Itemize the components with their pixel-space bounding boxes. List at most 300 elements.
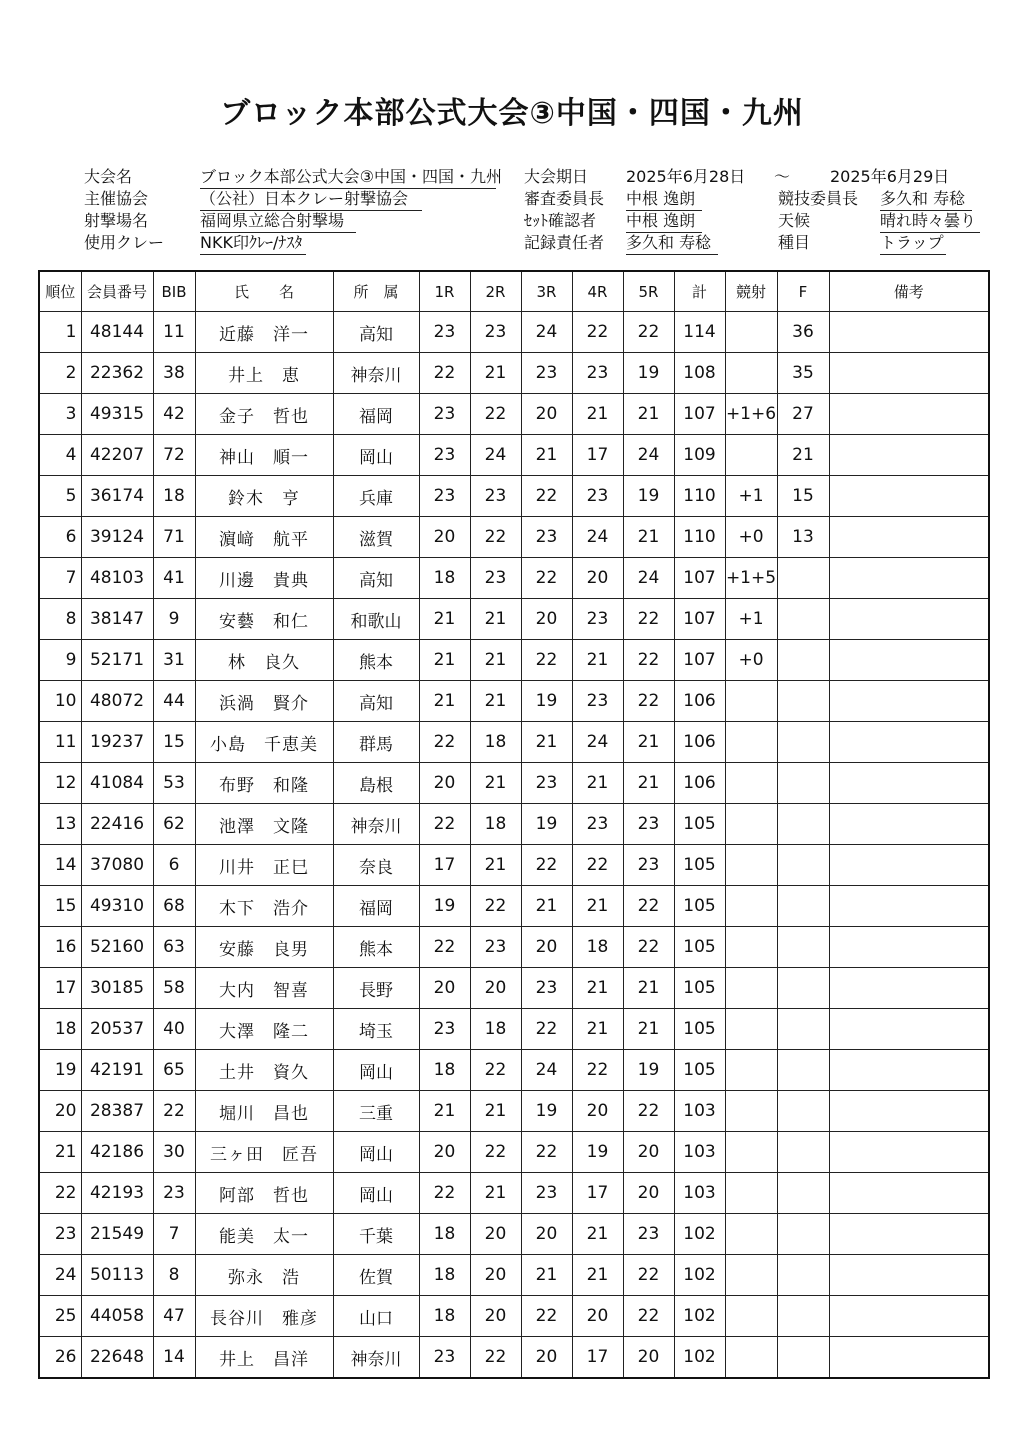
cell-r5: 20 (623, 1173, 674, 1214)
date-separator: ～ (774, 167, 791, 186)
col-header-member-no: 会員番号 (81, 271, 153, 312)
cell-affiliation: 千葉 (333, 1214, 419, 1255)
header-row (39, 271, 989, 312)
cell-name: 神山 順一 (195, 435, 333, 476)
table-row (39, 1173, 989, 1214)
cell-member-no: 21549 (81, 1214, 153, 1255)
cell-r3: 20 (521, 394, 572, 435)
set-label: ｾｯﾄ確認者 (524, 211, 597, 230)
cell-final (777, 1337, 829, 1379)
col-header-r3: 3R (521, 271, 572, 312)
comp-label: 競技委員長 (778, 189, 859, 208)
cell-remarks (829, 804, 989, 845)
cell-name: 井上 恵 (195, 353, 333, 394)
cell-member-no: 37080 (81, 845, 153, 886)
cell-final (777, 1050, 829, 1091)
cell-affiliation: 島根 (333, 763, 419, 804)
cell-bib: 47 (153, 1296, 195, 1337)
cell-shootoff: +0 (725, 640, 777, 681)
cell-r3: 22 (521, 845, 572, 886)
cell-r5: 23 (623, 845, 674, 886)
cell-remarks (829, 394, 989, 435)
cell-name: 阿部 哲也 (195, 1173, 333, 1214)
cell-r5: 24 (623, 435, 674, 476)
cell-total: 106 (674, 722, 725, 763)
table-row (39, 1009, 989, 1050)
cell-rank: 21 (39, 1132, 81, 1173)
cell-total: 105 (674, 968, 725, 1009)
cell-rank: 13 (39, 804, 81, 845)
cell-r3: 22 (521, 476, 572, 517)
cell-r1: 20 (419, 968, 470, 1009)
cell-bib: 6 (153, 845, 195, 886)
table-row (39, 845, 989, 886)
page-title: ブロック本部公式大会③中国・四国・九州 (220, 96, 804, 131)
cell-r2: 20 (470, 968, 521, 1009)
cell-affiliation: 滋賀 (333, 517, 419, 558)
cell-r1: 19 (419, 886, 470, 927)
cell-r1: 22 (419, 1173, 470, 1214)
cell-r5: 22 (623, 927, 674, 968)
cell-shootoff (725, 763, 777, 804)
cell-bib: 15 (153, 722, 195, 763)
cell-final (777, 1091, 829, 1132)
cell-affiliation: 岡山 (333, 435, 419, 476)
cell-r5: 22 (623, 312, 674, 353)
cell-member-no: 52160 (81, 927, 153, 968)
organizer-label: 主催協会 (84, 189, 149, 208)
cell-r1: 21 (419, 640, 470, 681)
cell-total: 103 (674, 1091, 725, 1132)
cell-r1: 23 (419, 394, 470, 435)
col-header-affiliation: 所 属 (333, 271, 419, 312)
cell-r2: 20 (470, 1296, 521, 1337)
table-row (39, 681, 989, 722)
cell-r5: 19 (623, 1050, 674, 1091)
cell-affiliation: 神奈川 (333, 353, 419, 394)
cell-rank: 9 (39, 640, 81, 681)
table-row (39, 968, 989, 1009)
event-name: ブロック本部公式大会③中国・四国・九州 (200, 166, 496, 189)
cell-final: 13 (777, 517, 829, 558)
range: 福岡県立総合射撃場 (200, 210, 356, 233)
col-header-rank: 順位 (39, 271, 81, 312)
cell-r4: 22 (572, 1050, 623, 1091)
cell-shootoff (725, 1009, 777, 1050)
cell-shootoff: +1 (725, 476, 777, 517)
cell-r1: 18 (419, 558, 470, 599)
record: 多久和 寿稔 (626, 232, 718, 255)
cell-shootoff (725, 353, 777, 394)
cell-final (777, 927, 829, 968)
cell-r5: 23 (623, 1214, 674, 1255)
cell-final (777, 599, 829, 640)
cell-name: 近藤 洋一 (195, 312, 333, 353)
cell-remarks (829, 1009, 989, 1050)
cell-name: 安藝 和仁 (195, 599, 333, 640)
cell-shootoff: +1+6 (725, 394, 777, 435)
cell-shootoff (725, 1296, 777, 1337)
cell-member-no: 42191 (81, 1050, 153, 1091)
cell-final (777, 804, 829, 845)
cell-shootoff (725, 927, 777, 968)
cell-name: 布野 和隆 (195, 763, 333, 804)
cell-member-no: 42193 (81, 1173, 153, 1214)
cell-affiliation: 福岡 (333, 886, 419, 927)
cell-affiliation: 群馬 (333, 722, 419, 763)
cell-rank: 5 (39, 476, 81, 517)
cell-total: 106 (674, 763, 725, 804)
cell-r3: 23 (521, 968, 572, 1009)
cell-member-no: 30185 (81, 968, 153, 1009)
cell-total: 110 (674, 517, 725, 558)
cell-bib: 65 (153, 1050, 195, 1091)
cell-r1: 22 (419, 353, 470, 394)
cell-bib: 42 (153, 394, 195, 435)
cell-shootoff (725, 1132, 777, 1173)
cell-bib: 62 (153, 804, 195, 845)
cell-shootoff: +1 (725, 599, 777, 640)
cell-bib: 8 (153, 1255, 195, 1296)
cell-r2: 22 (470, 1050, 521, 1091)
cell-rank: 15 (39, 886, 81, 927)
cell-total: 105 (674, 804, 725, 845)
cell-r5: 22 (623, 1091, 674, 1132)
cell-member-no: 50113 (81, 1255, 153, 1296)
cell-remarks (829, 968, 989, 1009)
col-header-final: F (777, 271, 829, 312)
cell-shootoff (725, 1255, 777, 1296)
cell-final (777, 640, 829, 681)
cell-r5: 19 (623, 353, 674, 394)
cell-remarks (829, 640, 989, 681)
cell-final: 27 (777, 394, 829, 435)
cell-r1: 23 (419, 1337, 470, 1379)
cell-total: 102 (674, 1296, 725, 1337)
cell-remarks (829, 435, 989, 476)
cell-final (777, 1009, 829, 1050)
cell-bib: 31 (153, 640, 195, 681)
cell-bib: 22 (153, 1091, 195, 1132)
cell-r2: 18 (470, 804, 521, 845)
cell-r4: 17 (572, 1337, 623, 1379)
cell-bib: 63 (153, 927, 195, 968)
cell-remarks (829, 763, 989, 804)
cell-shootoff (725, 804, 777, 845)
cell-affiliation: 高知 (333, 681, 419, 722)
table-row (39, 1337, 989, 1379)
cell-rank: 20 (39, 1091, 81, 1132)
cell-name: 弥永 浩 (195, 1255, 333, 1296)
table-row (39, 394, 989, 435)
col-header-r1: 1R (419, 271, 470, 312)
event-type-label: 種目 (778, 233, 811, 252)
table-row (39, 312, 989, 353)
cell-total: 109 (674, 435, 725, 476)
cell-total: 103 (674, 1173, 725, 1214)
table-row (39, 353, 989, 394)
cell-rank: 4 (39, 435, 81, 476)
cell-remarks (829, 1173, 989, 1214)
cell-shootoff: +0 (725, 517, 777, 558)
cell-total: 107 (674, 394, 725, 435)
cell-r1: 22 (419, 722, 470, 763)
cell-affiliation: 長野 (333, 968, 419, 1009)
cell-bib: 44 (153, 681, 195, 722)
col-header-remarks: 備考 (829, 271, 989, 312)
cell-remarks (829, 558, 989, 599)
results-body (39, 312, 989, 1379)
cell-total: 102 (674, 1214, 725, 1255)
cell-member-no: 41084 (81, 763, 153, 804)
cell-name: 小島 千恵美 (195, 722, 333, 763)
cell-r5: 22 (623, 1255, 674, 1296)
cell-remarks (829, 517, 989, 558)
cell-r4: 17 (572, 435, 623, 476)
cell-r2: 21 (470, 640, 521, 681)
cell-remarks (829, 353, 989, 394)
cell-r5: 21 (623, 517, 674, 558)
cell-remarks (829, 722, 989, 763)
cell-r3: 24 (521, 312, 572, 353)
cell-r2: 22 (470, 517, 521, 558)
table-row (39, 722, 989, 763)
cell-r4: 17 (572, 1173, 623, 1214)
cell-r1: 18 (419, 1214, 470, 1255)
cell-final: 21 (777, 435, 829, 476)
date-start: 2025年6月28日 (626, 167, 746, 186)
cell-r4: 23 (572, 599, 623, 640)
cell-final (777, 1173, 829, 1214)
cell-shootoff (725, 312, 777, 353)
cell-final (777, 1214, 829, 1255)
cell-r4: 19 (572, 1132, 623, 1173)
col-header-total: 計 (674, 271, 725, 312)
cell-total: 105 (674, 886, 725, 927)
cell-rank: 25 (39, 1296, 81, 1337)
cell-affiliation: 和歌山 (333, 599, 419, 640)
cell-rank: 23 (39, 1214, 81, 1255)
cell-r1: 22 (419, 804, 470, 845)
cell-r5: 24 (623, 558, 674, 599)
cell-member-no: 22648 (81, 1337, 153, 1379)
cell-bib: 30 (153, 1132, 195, 1173)
cell-bib: 23 (153, 1173, 195, 1214)
cell-r3: 23 (521, 1173, 572, 1214)
organizer: （公社）日本クレー射撃協会 (200, 188, 422, 211)
cell-total: 114 (674, 312, 725, 353)
col-header-bib: BIB (153, 271, 195, 312)
cell-r5: 21 (623, 1009, 674, 1050)
cell-name: 木下 浩介 (195, 886, 333, 927)
cell-r4: 24 (572, 722, 623, 763)
cell-affiliation: 神奈川 (333, 804, 419, 845)
cell-affiliation: 埼玉 (333, 1009, 419, 1050)
cell-final (777, 968, 829, 1009)
cell-r5: 22 (623, 886, 674, 927)
cell-rank: 12 (39, 763, 81, 804)
cell-r4: 21 (572, 1009, 623, 1050)
cell-rank: 8 (39, 599, 81, 640)
cell-member-no: 20537 (81, 1009, 153, 1050)
cell-affiliation: 高知 (333, 312, 419, 353)
cell-remarks (829, 312, 989, 353)
cell-r4: 22 (572, 845, 623, 886)
cell-rank: 22 (39, 1173, 81, 1214)
cell-r3: 20 (521, 1337, 572, 1379)
cell-total: 106 (674, 681, 725, 722)
cell-r3: 20 (521, 1214, 572, 1255)
cell-affiliation: 山口 (333, 1296, 419, 1337)
jury: 中根 逸朗 (626, 188, 702, 211)
cell-final (777, 681, 829, 722)
cell-r3: 21 (521, 1255, 572, 1296)
cell-member-no: 42207 (81, 435, 153, 476)
cell-name: 濵﨑 航平 (195, 517, 333, 558)
cell-r1: 23 (419, 312, 470, 353)
cell-rank: 24 (39, 1255, 81, 1296)
cell-r1: 17 (419, 845, 470, 886)
table-row (39, 1050, 989, 1091)
cell-name: 林 良久 (195, 640, 333, 681)
cell-r4: 23 (572, 353, 623, 394)
cell-final: 36 (777, 312, 829, 353)
cell-r2: 22 (470, 886, 521, 927)
cell-total: 107 (674, 599, 725, 640)
cell-r2: 21 (470, 1173, 521, 1214)
weather-label: 天候 (778, 211, 811, 230)
cell-r2: 21 (470, 763, 521, 804)
cell-remarks (829, 886, 989, 927)
set: 中根 逸朗 (626, 210, 702, 233)
cell-remarks (829, 1050, 989, 1091)
cell-affiliation: 岡山 (333, 1132, 419, 1173)
cell-r2: 23 (470, 927, 521, 968)
col-header-name: 氏 名 (195, 271, 333, 312)
table-row (39, 763, 989, 804)
cell-r4: 21 (572, 640, 623, 681)
cell-r2: 23 (470, 558, 521, 599)
event-type: トラップ (880, 232, 946, 255)
cell-final (777, 558, 829, 599)
cell-name: 長谷川 雅彦 (195, 1296, 333, 1337)
weather: 晴れ時々曇り (880, 210, 980, 233)
cell-total: 107 (674, 640, 725, 681)
table-row (39, 1132, 989, 1173)
cell-rank: 17 (39, 968, 81, 1009)
cell-r1: 23 (419, 476, 470, 517)
cell-bib: 7 (153, 1214, 195, 1255)
cell-rank: 11 (39, 722, 81, 763)
cell-r2: 18 (470, 722, 521, 763)
cell-shootoff (725, 1173, 777, 1214)
cell-shootoff (725, 435, 777, 476)
cell-r4: 24 (572, 517, 623, 558)
cell-r3: 23 (521, 353, 572, 394)
cell-final: 35 (777, 353, 829, 394)
cell-name: 大内 智喜 (195, 968, 333, 1009)
cell-name: 池澤 文隆 (195, 804, 333, 845)
cell-remarks (829, 927, 989, 968)
cell-bib: 53 (153, 763, 195, 804)
cell-affiliation: 佐賀 (333, 1255, 419, 1296)
cell-member-no: 39124 (81, 517, 153, 558)
table-row (39, 517, 989, 558)
cell-rank: 16 (39, 927, 81, 968)
cell-remarks (829, 1132, 989, 1173)
cell-total: 108 (674, 353, 725, 394)
cell-r2: 23 (470, 312, 521, 353)
cell-r3: 21 (521, 722, 572, 763)
cell-shootoff (725, 968, 777, 1009)
cell-r3: 24 (521, 1050, 572, 1091)
cell-member-no: 48144 (81, 312, 153, 353)
cell-r4: 21 (572, 394, 623, 435)
cell-name: 井上 昌洋 (195, 1337, 333, 1379)
cell-total: 102 (674, 1255, 725, 1296)
cell-r2: 21 (470, 681, 521, 722)
cell-final (777, 763, 829, 804)
cell-final (777, 722, 829, 763)
cell-final (777, 845, 829, 886)
table-row (39, 927, 989, 968)
cell-member-no: 52171 (81, 640, 153, 681)
cell-member-no: 38147 (81, 599, 153, 640)
cell-total: 102 (674, 1337, 725, 1379)
cell-r4: 21 (572, 763, 623, 804)
cell-member-no: 22416 (81, 804, 153, 845)
cell-bib: 40 (153, 1009, 195, 1050)
cell-final (777, 1132, 829, 1173)
cell-affiliation: 兵庫 (333, 476, 419, 517)
cell-final (777, 886, 829, 927)
cell-member-no: 22362 (81, 353, 153, 394)
cell-name: 川井 正巳 (195, 845, 333, 886)
col-header-shootoff: 競射 (725, 271, 777, 312)
col-header-r4: 4R (572, 271, 623, 312)
cell-r4: 22 (572, 312, 623, 353)
cell-shootoff (725, 1091, 777, 1132)
cell-shootoff: +1+5 (725, 558, 777, 599)
cell-rank: 19 (39, 1050, 81, 1091)
cell-r5: 21 (623, 394, 674, 435)
cell-r2: 23 (470, 476, 521, 517)
cell-remarks (829, 1214, 989, 1255)
cell-r1: 18 (419, 1296, 470, 1337)
cell-name: 川邊 貴典 (195, 558, 333, 599)
cell-bib: 68 (153, 886, 195, 927)
cell-r3: 22 (521, 558, 572, 599)
cell-r5: 20 (623, 1337, 674, 1379)
cell-affiliation: 奈良 (333, 845, 419, 886)
cell-name: 安藤 良男 (195, 927, 333, 968)
cell-member-no: 49310 (81, 886, 153, 927)
cell-total: 107 (674, 558, 725, 599)
cell-r2: 21 (470, 845, 521, 886)
cell-r2: 20 (470, 1214, 521, 1255)
cell-r4: 20 (572, 1296, 623, 1337)
table-row (39, 886, 989, 927)
table-row (39, 1296, 989, 1337)
cell-r1: 23 (419, 1009, 470, 1050)
cell-member-no: 48103 (81, 558, 153, 599)
cell-r3: 23 (521, 517, 572, 558)
cell-total: 105 (674, 845, 725, 886)
cell-name: 鈴木 亨 (195, 476, 333, 517)
cell-r4: 21 (572, 886, 623, 927)
col-header-r5: 5R (623, 271, 674, 312)
cell-bib: 18 (153, 476, 195, 517)
